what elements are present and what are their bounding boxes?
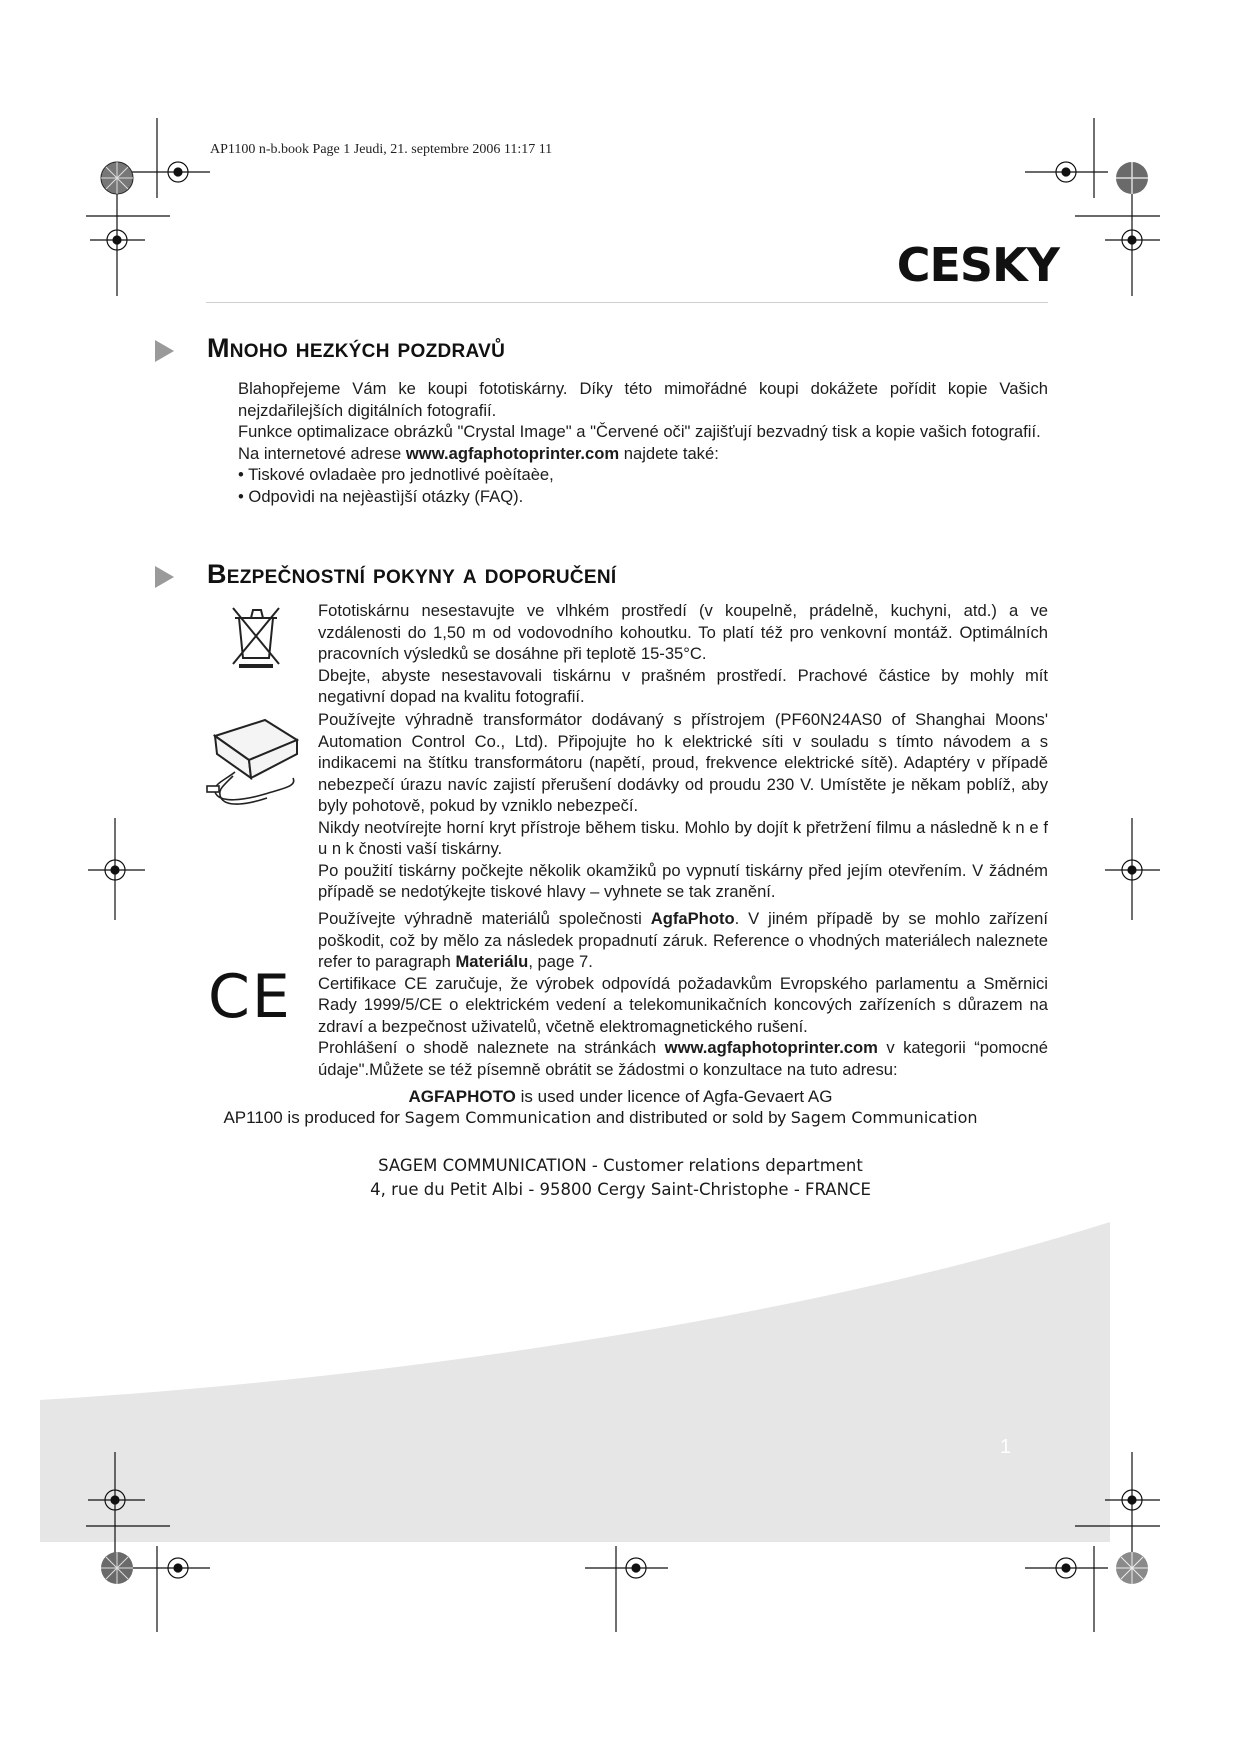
safety-materials: Používejte výhradně materiálů společnosti AgfaPhoto. V jiném případě by se mohlo zařízení poškodit, což by mělo za následek propadnutí záruk. Reference o vhodných materiálech naleznete refer to paragraph Materiálu, page 7. xyxy=(318,909,1049,971)
safety-top-cover: Nikdy neotvírejte horní kryt přístroje během tisku. Mohlo by dojít k přetržení filmu a následně k n e f u n k čnosti vaší tiskárny. xyxy=(318,817,1048,858)
safety-humidity: Fototiskárnu nesestavujte ve vlhkém prostředí (v koupelně, prádelně, kuchyni, atd.) a ve vzdálenosti do 1,50 m od vodovodního kohoutku. To platí též pro venkovní montáž. Optimálních pracovních výsledků se dosáhne při teplotě 15-35°C. xyxy=(318,601,1048,663)
language-title: CESKY xyxy=(896,238,1059,292)
section-arrow-icon xyxy=(155,340,174,362)
safety-dust: Dbejte, abyste nesestavovali tiskárnu v prašném prostředí. Prachové částice by mohly mít negativní dopad na kvalitu fotografií. xyxy=(318,665,1048,706)
section-arrow-icon xyxy=(155,566,174,588)
greetings-text xyxy=(238,378,1048,507)
safety-ce-certification: Certifikace CE zaručuje, že výrobek odpovídá požadavkům Evropského parlamentu a Směrnici Rady 1999/5/CE o elektrickém vedení a telekomunikačních koncových zařízeních s důrazem na zdraví a bezpečnost uživatelů, včetně elektromagnetického rušení. xyxy=(318,973,1048,1036)
produced-line: AP1100 is produced for Sagem Communication and distributed or sold by Sagem Communication xyxy=(223,1108,978,1127)
greetings-para-1: Blahopřejeme Vám ke koupi fototiskárny. Díky této mimořádné koupi dokážete pořídit kopie Vašich nejzdařilejších digitálních fotografií. xyxy=(238,379,1048,420)
power-adapter-icon xyxy=(205,708,305,812)
declaration-website-link[interactable]: www.agfaphotoprinter.com xyxy=(664,1038,878,1057)
greetings-para-3: Na internetové adrese www.agfaphotoprinter.com najdete také: xyxy=(238,443,719,463)
safety-declaration: Prohlášení o shodě naleznete na stránkách www.agfaphotoprinter.com v kategorii “pomocné údaje".Můžete se též písemně obrátit se žádostmi o konzultace na tuto adresu: xyxy=(318,1038,1049,1079)
safety-block-1 xyxy=(318,600,1048,708)
header-divider xyxy=(206,302,1048,303)
safety-block-2 xyxy=(318,709,1048,903)
book-file-line: AP1100 n-b.book Page 1 Jeudi, 21. septembre 2006 11:17 11 xyxy=(210,142,553,157)
section-title-safety: Bezpečnostní pokyny a doporučení xyxy=(207,559,617,589)
brand-sagem-1: Sagem Communication xyxy=(404,1108,592,1127)
ce-mark: CE xyxy=(208,962,292,1032)
safety-print-head: Po použití tiskárny počkejte několik okamžiků po vypnutí tiskárny před jejím otevřením. V žádném případě se nedotýkejte tiskové hlavy – vyhnete se tak zranění. xyxy=(318,860,1048,901)
no-water-icon xyxy=(225,602,287,670)
bullet-faq: • Odpovìdi na nejèastìjší otázky (FAQ). xyxy=(238,486,524,506)
page-number: 1 xyxy=(1000,1436,1012,1458)
address-line-2: 4, rue du Petit Albi - 95800 Cergy Saint-Christophe - FRANCE xyxy=(370,1180,871,1199)
website-link[interactable]: www.agfaphotoprinter.com xyxy=(405,443,620,463)
greetings-para-2: Funkce optimalizace obrázků "Crystal Image" a "Červené oči" zajišťují bezvadný tisk a kopie vašich fotografií. xyxy=(238,422,1041,441)
brand-agfaphoto-caps: AGFAPHOTO xyxy=(408,1087,516,1106)
address-line-1: SAGEM COMMUNICATION - Customer relations department xyxy=(378,1156,863,1175)
materials-link[interactable]: Materiálu xyxy=(455,952,529,971)
brand-sagem-2: Sagem Communication xyxy=(790,1108,978,1127)
brand-agfaphoto: AgfaPhoto xyxy=(650,909,735,928)
safety-block-3 xyxy=(318,908,1048,1080)
section-title-greetings: Mnoho hezkých pozdravů xyxy=(207,333,506,363)
licence-line: AGFAPHOTO is used under licence of Agfa-Gevaert AG xyxy=(408,1087,833,1106)
safety-transformer: Používejte výhradně transformátor dodávaný s přístrojem (PF60N24AS0 of Shanghai Moons' Automation Control Co., Ltd). Připojujte ho k elektrické síti v souladu s tímto návodem a s indikacemi na štítku transformátoru (napětí, proud, frekvence elektrické sítě). Adaptéry v případě nebezpečí úrazu navíc zajistí přerušení dodávky od proudu 230 V. Umístěte je někam poblíž, aby byly pohotově, pokud by vzniklo nebezpečí. xyxy=(318,710,1048,815)
bullet-drivers: • Tiskové ovladaèe pro jednotlivé poèítaèe, xyxy=(238,465,554,484)
